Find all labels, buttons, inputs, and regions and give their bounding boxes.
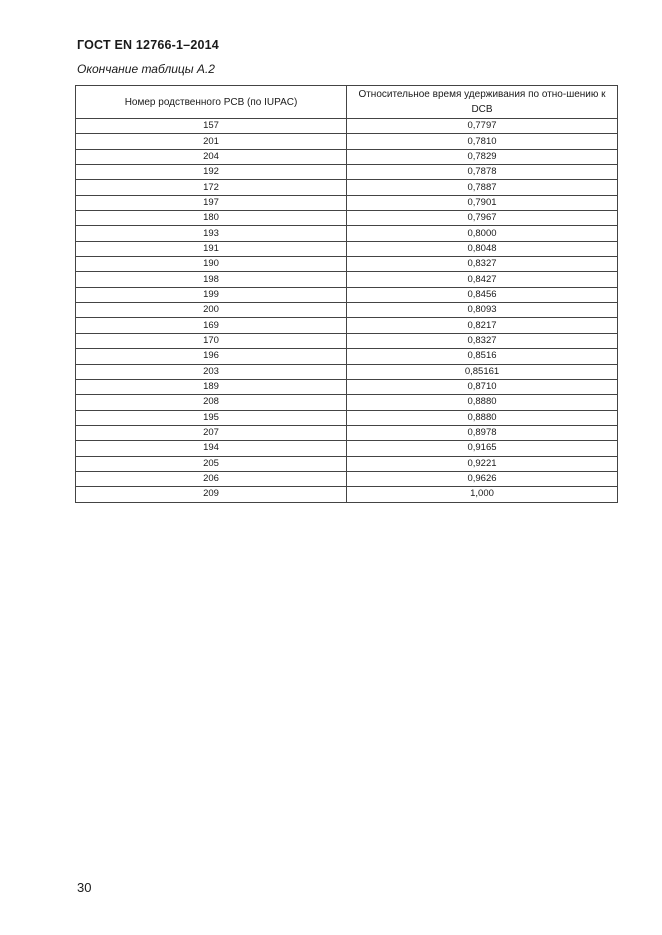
document-standard-code: ГОСТ EN 12766-1–2014 (77, 38, 219, 52)
cell-relative-retention-time: 0,85161 (347, 364, 618, 379)
cell-pcb-number: 208 (76, 395, 347, 410)
cell-pcb-number: 204 (76, 149, 347, 164)
column-header-pcb-number: Номер родственного PCB (по IUPAC) (76, 86, 347, 119)
cell-relative-retention-time: 0,9221 (347, 456, 618, 471)
cell-relative-retention-time: 1,000 (347, 487, 618, 502)
cell-pcb-number: 157 (76, 119, 347, 134)
cell-relative-retention-time: 0,8093 (347, 303, 618, 318)
cell-relative-retention-time: 0,8327 (347, 257, 618, 272)
cell-relative-retention-time: 0,8516 (347, 349, 618, 364)
cell-pcb-number: 201 (76, 134, 347, 149)
table-row (76, 425, 618, 440)
table-row (76, 195, 618, 210)
cell-pcb-number: 190 (76, 257, 347, 272)
cell-pcb-number: 200 (76, 303, 347, 318)
cell-pcb-number: 198 (76, 272, 347, 287)
cell-relative-retention-time: 0,9165 (347, 441, 618, 456)
cell-relative-retention-time: 0,7901 (347, 195, 618, 210)
cell-pcb-number: 195 (76, 410, 347, 425)
table-row (76, 364, 618, 379)
table-row (76, 333, 618, 348)
cell-relative-retention-time: 0,8000 (347, 226, 618, 241)
table-row (76, 226, 618, 241)
table-row (76, 211, 618, 226)
cell-pcb-number: 170 (76, 333, 347, 348)
cell-pcb-number: 189 (76, 379, 347, 394)
cell-relative-retention-time: 0,8217 (347, 318, 618, 333)
table-row (76, 456, 618, 471)
cell-relative-retention-time: 0,8978 (347, 425, 618, 440)
table-row (76, 180, 618, 195)
cell-pcb-number: 205 (76, 456, 347, 471)
cell-relative-retention-time: 0,7967 (347, 211, 618, 226)
cell-relative-retention-time: 0,9626 (347, 471, 618, 486)
table-row (76, 487, 618, 502)
table-row (76, 441, 618, 456)
table-row (76, 318, 618, 333)
table-body (76, 119, 618, 503)
cell-relative-retention-time: 0,8327 (347, 333, 618, 348)
cell-pcb-number: 169 (76, 318, 347, 333)
cell-relative-retention-time: 0,7878 (347, 165, 618, 180)
cell-relative-retention-time: 0,7797 (347, 119, 618, 134)
table-row (76, 410, 618, 425)
column-header-relative-retention-time: Относительное время удерживания по отно-шению к DCB (347, 86, 618, 119)
cell-pcb-number: 203 (76, 364, 347, 379)
table-row (76, 149, 618, 164)
cell-relative-retention-time: 0,8048 (347, 241, 618, 256)
cell-pcb-number: 172 (76, 180, 347, 195)
cell-relative-retention-time: 0,8710 (347, 379, 618, 394)
cell-pcb-number: 191 (76, 241, 347, 256)
table-row (76, 134, 618, 149)
cell-pcb-number: 206 (76, 471, 347, 486)
cell-relative-retention-time: 0,8456 (347, 287, 618, 302)
table-row (76, 241, 618, 256)
cell-relative-retention-time: 0,7887 (347, 180, 618, 195)
table-row (76, 303, 618, 318)
cell-pcb-number: 192 (76, 165, 347, 180)
cell-pcb-number: 209 (76, 487, 347, 502)
cell-pcb-number: 199 (76, 287, 347, 302)
table-row (76, 257, 618, 272)
table-row (76, 165, 618, 180)
cell-pcb-number: 193 (76, 226, 347, 241)
cell-relative-retention-time: 0,7810 (347, 134, 618, 149)
table-row (76, 379, 618, 394)
cell-pcb-number: 180 (76, 211, 347, 226)
cell-relative-retention-time: 0,8880 (347, 410, 618, 425)
table-row (76, 471, 618, 486)
table-row (76, 119, 618, 134)
table-row (76, 395, 618, 410)
cell-pcb-number: 197 (76, 195, 347, 210)
cell-relative-retention-time: 0,7829 (347, 149, 618, 164)
cell-relative-retention-time: 0,8880 (347, 395, 618, 410)
table-row (76, 287, 618, 302)
cell-pcb-number: 207 (76, 425, 347, 440)
table-row (76, 272, 618, 287)
table-row (76, 349, 618, 364)
cell-relative-retention-time: 0,8427 (347, 272, 618, 287)
cell-pcb-number: 194 (76, 441, 347, 456)
table-header-row (76, 86, 618, 119)
page-number: 30 (77, 880, 92, 895)
retention-time-table (75, 85, 618, 503)
cell-pcb-number: 196 (76, 349, 347, 364)
table-caption: Окончание таблицы А.2 (77, 62, 215, 76)
